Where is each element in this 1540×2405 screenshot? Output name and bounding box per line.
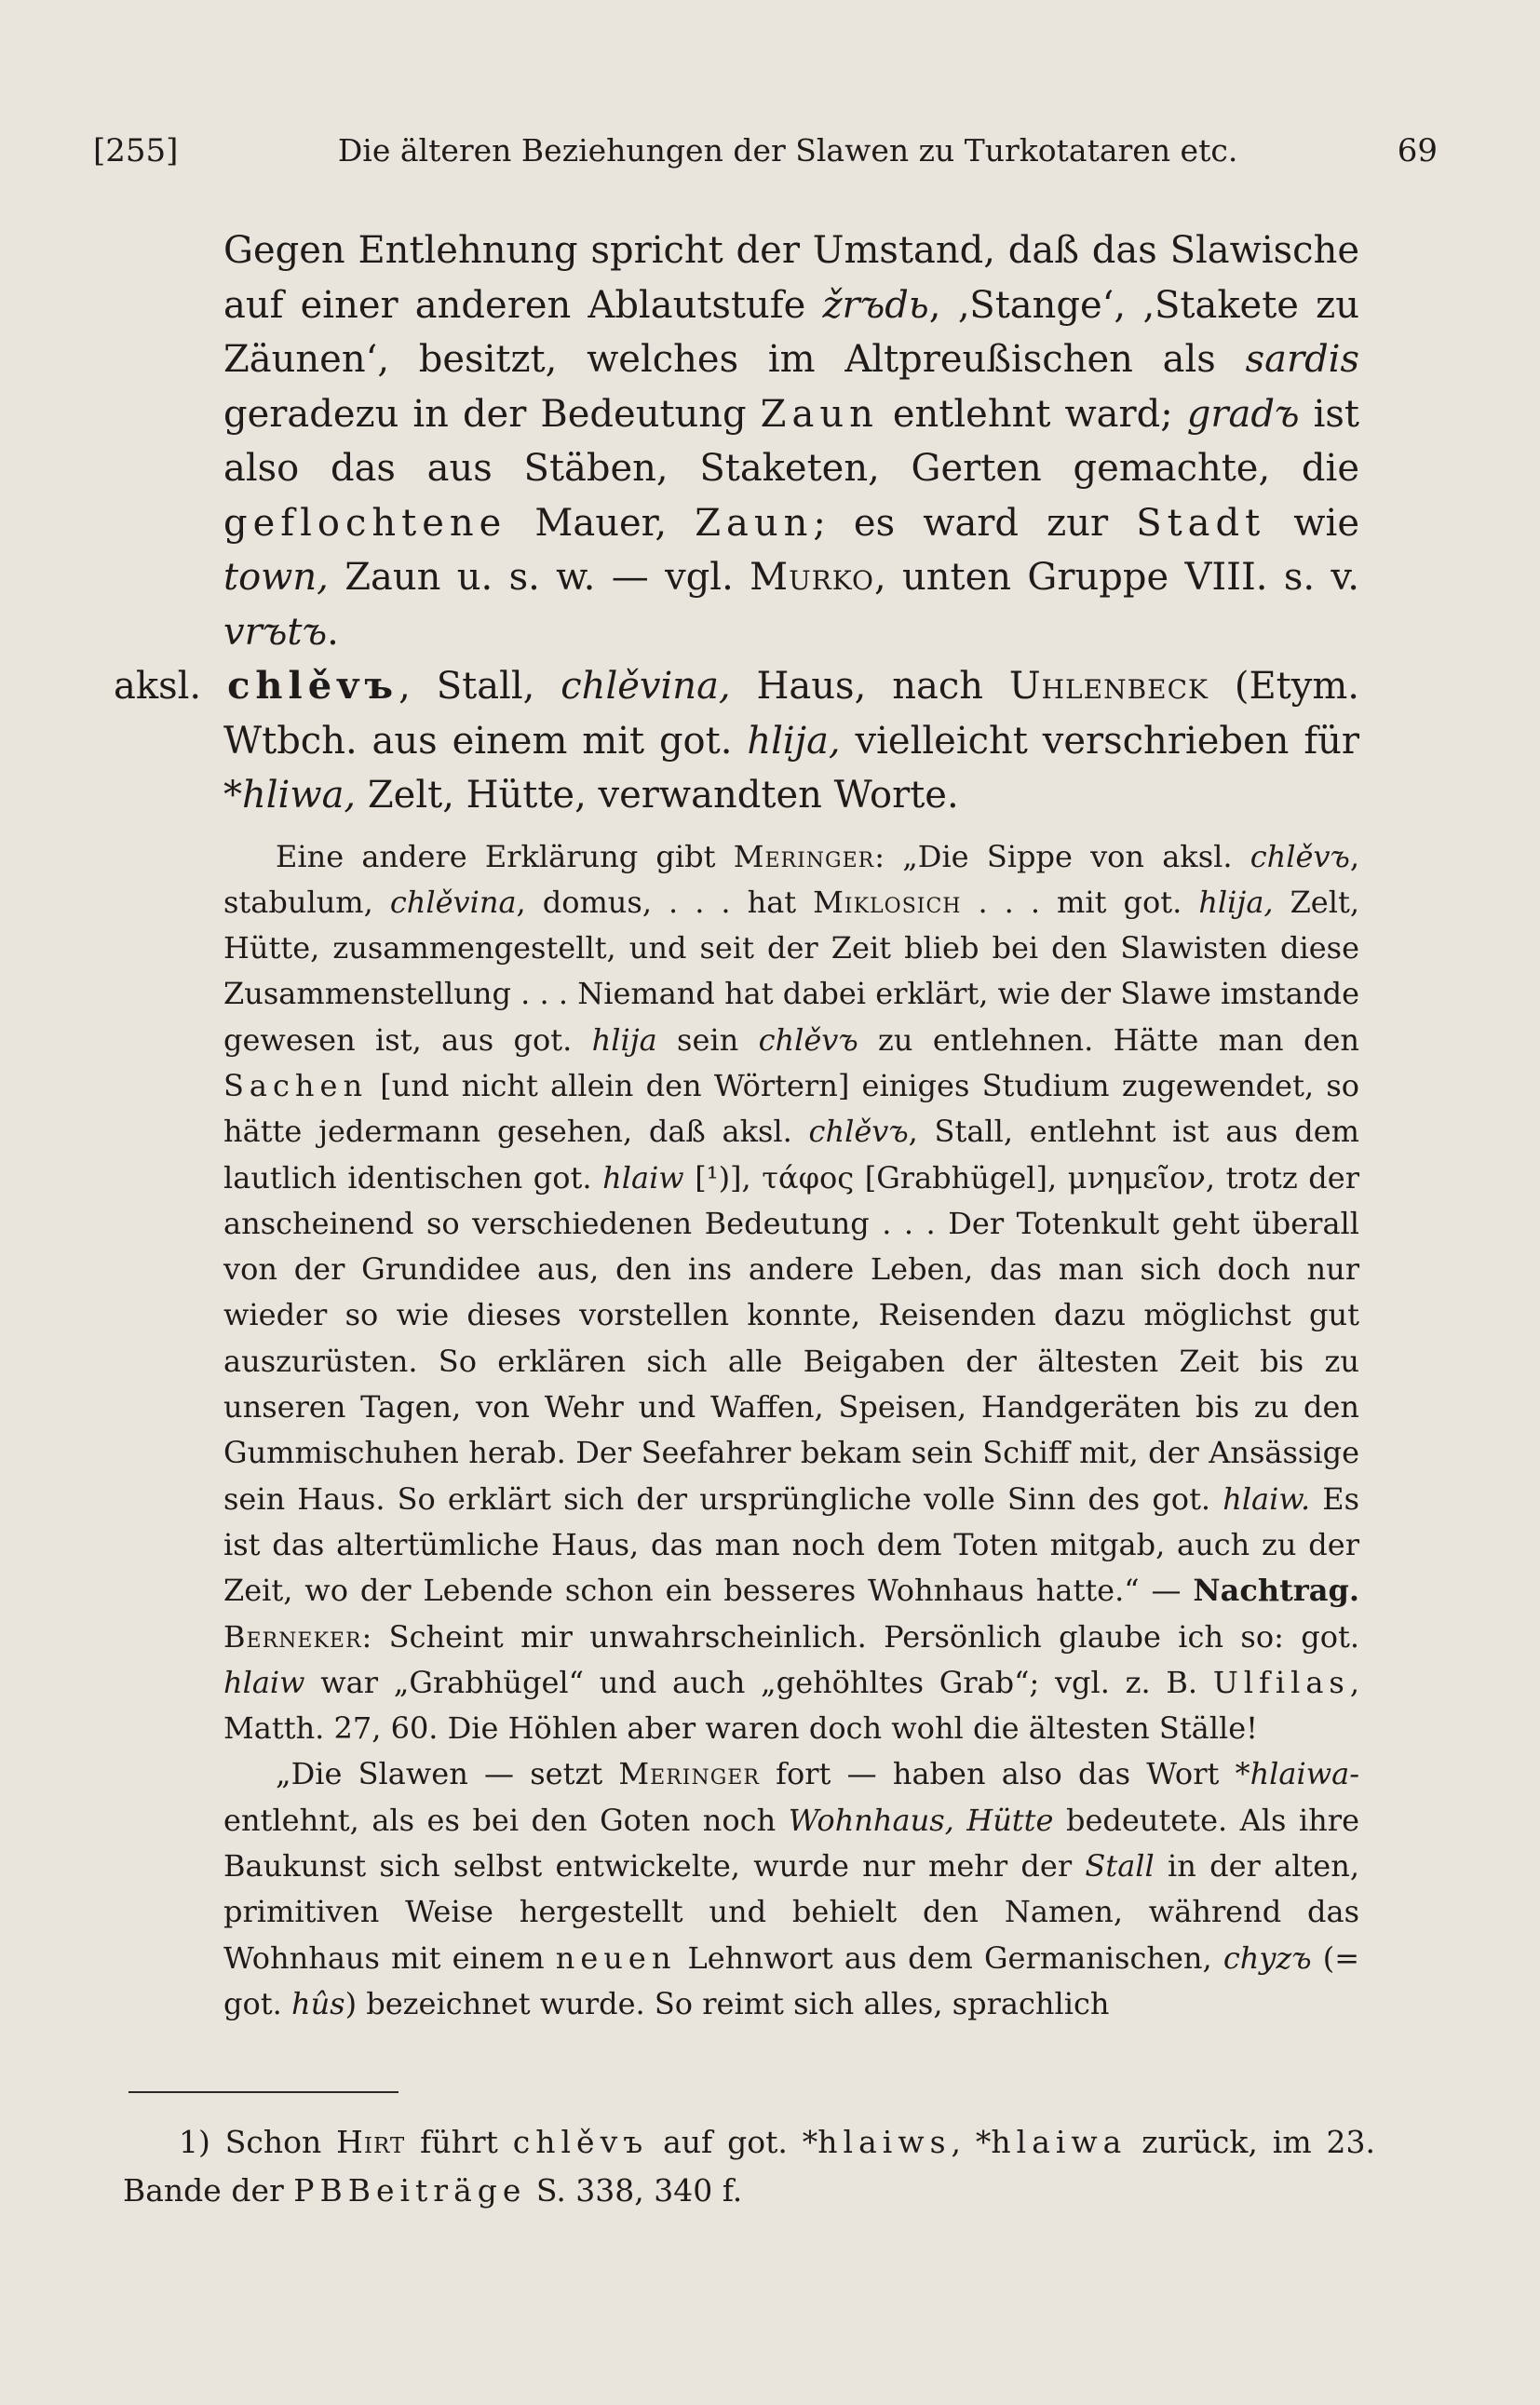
paragraph-gradu: Gegen Entlehnung spricht der Umstand, daß das Slawische auf einer anderen Ablautstufe žrъdь, ‚Stange‘, ‚Stakete zu Zäunen‘, besitzt, welches im Altpreußischen als sardis geradezu in der Bedeutung Zaun entlehnt ward; gradъ ist also das aus Stäben, Staketen, Gerten gemachte, die geflochtene Mauer, Zaun; es ward zur Stadt wie town, Zaun u. s. w. — vgl. Murko, unten Gruppe VIII. s. v. vrъtъ. — [223, 229, 1360, 654]
page-reference: [255] — [93, 132, 179, 169]
footnote — [123, 2118, 1375, 2215]
main-text — [114, 223, 1360, 2027]
page-number: 69 — [1397, 132, 1438, 169]
running-title: Die älteren Beziehungen der Slawen zu Turkotataren etc. — [337, 132, 1238, 169]
footnote-divider — [128, 2091, 399, 2093]
small-print-block — [223, 834, 1359, 2028]
entry-chlevu: aksl. chlěvъ, Stall, chlěvina, Haus, nach Uhlenbeck (Etym. Wtbch. aus einem mit got. hlija, vielleicht verschrieben für *hliwa, Zelt, Hütte, verwandten Worte. — [114, 664, 1360, 817]
quote-meringer-2: „Die Slawen — setzt Meringer fort — haben also das Wort *hlaiwa- entlehnt, als es bei den Goten noch Wohnhaus, Hütte bedeutete. Als ihre Baukunst sich selbst entwickelte, wurde nur mehr der Stall in der alten, primitiven Weise hergestellt und behielt den Namen, während das Wohnhaus mit einem neuen Lehnwort aus dem Germanischen, chyzъ (= got. hûs) bezeichnet wurde. So reimt sich alles, sprachlich — [223, 1756, 1360, 2021]
footnote-1: 1) Schon Hirt führt chlěvъ auf got. *hlaiws, *hlaiwa zurück, im 23. Bande der PBBeiträge S. 338, 340 f. — [123, 2124, 1375, 2209]
entry-language: aksl. — [114, 665, 202, 708]
running-header — [93, 132, 1438, 188]
entry-headword: chlěvъ — [227, 664, 399, 708]
quote-meringer-1: Eine andere Erklärung gibt Meringer: „Die Sippe von aksl. chlěvъ, stabulum, chlěvina, domus, . . . hat Miklosich . . . mit got. hlija, Zelt, Hütte, zusammengestellt, und seit der Zeit blieb bei den Slawisten diese Zusammenstellung . . . Niemand hat dabei erklärt, wie der Slawe imstande gewesen ist, aus got. hlija sein chlěvъ zu entlehnen. Hätte man den Sachen [und nicht allein den Wörtern] einiges Studium zugewendet, so hätte jedermann gesehen, daß aksl. chlěvъ, Stall, entlehnt ist aus dem lautlich identischen got. hlaiw [¹)], τάφος [Grabhügel], μνημεῖον, trotz der anscheinend so verschiedenen Bedeutung . . . Der Totenkult geht überall von der Grundidee aus, den ins andere Leben, das man sich doch nur wieder so wie dieses vorstellen konnte, Reisenden dazu möglichst gut auszurüsten. So erklären sich alle Beigaben der ältesten Zeit bis zu unseren Tagen, von Wehr und Waffen, Speisen, Handgeräten bis zu den Gummischuhen herab. Der Seefahrer bekam sein Schiff mit, der Ansässige sein Haus. So erklärt sich der ursprüngliche volle Sinn des got. hlaiw. Es ist das altertümliche Haus, das man noch dem Toten mitgab, auch zu der Zeit, wo der Lebende schon ein besseres Wohnhaus hatte.“ — Nachtrag. Berneker: Scheint mir unwahrscheinlich. Persönlich glaube ich so: got. hlaiw war „Grabhügel“ und auch „gehöhltes Grab“; vgl. z. B. Ulfilas, Matth. 27, 60. Die Höhlen aber waren doch wohl die ältesten Ställe! — [223, 838, 1360, 1747]
